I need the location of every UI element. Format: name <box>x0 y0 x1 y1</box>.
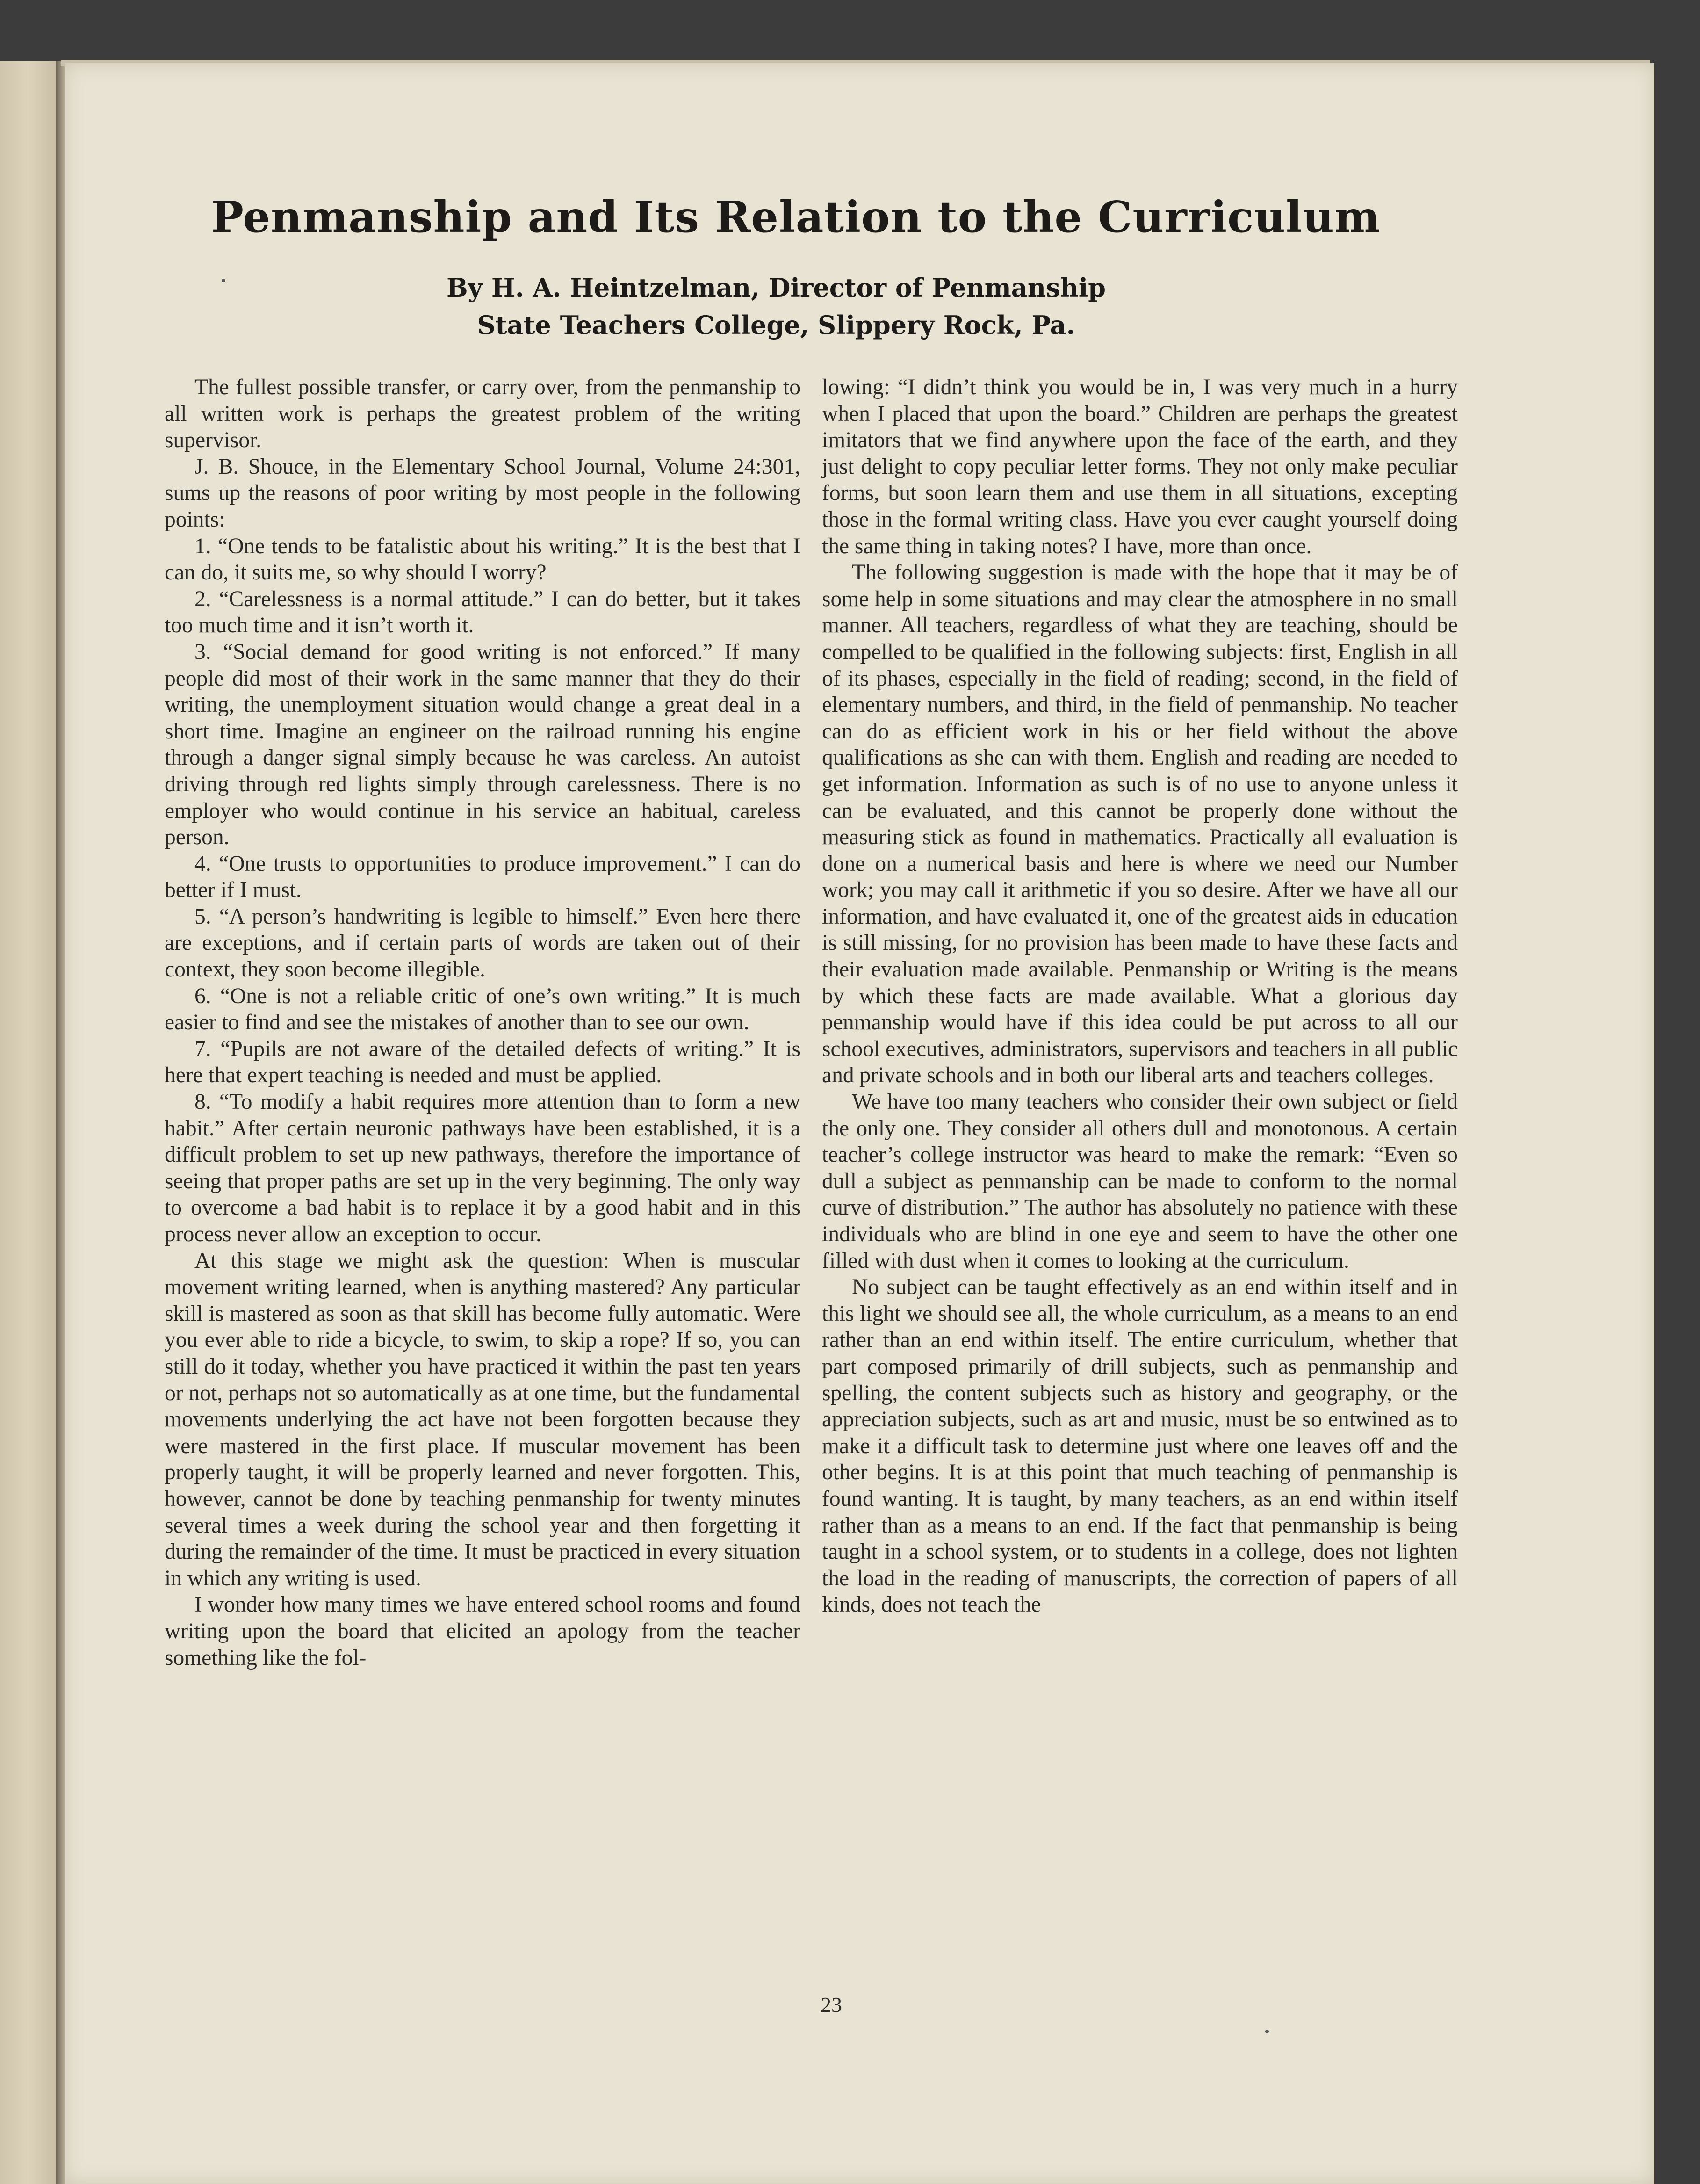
speck-mark <box>1265 2030 1269 2033</box>
paragraph: J. B. Shouce, in the Elementary School Journal, Volume 24:301, sums up the reasons of poor writing by most people in the following points: <box>165 454 800 532</box>
paragraph: The fullest possible transfer, or carry over, from the penmanship to all written work is perhaps the greatest problem of the writing supervisor. <box>165 375 800 453</box>
paragraph: I wonder how many times we have entered school rooms and found writing upon the board that elicited an apology from the teacher something like the fol- <box>165 1592 800 1670</box>
paragraph: 1. “One tends to be fatalistic about his writing.” It is the best that I can do, it suits me, so why should I worry? <box>165 534 800 585</box>
facing-page-edge <box>0 61 58 2184</box>
left-column <box>165 374 800 1671</box>
right-column <box>822 374 1458 1618</box>
byline-author: By H. A. Heintzelman, Director of Penmanship <box>447 273 1106 303</box>
paragraph: 8. “To modify a habit requires more attention than to form a new habit.” After certain neuronic pathways have been established, it is a difficult problem to set up new pathways, therefore the importance of seeing that proper paths are set up in the very beginning. The only way to overcome a bad habit is to replace it by a good habit and in this process never allow an exception to occur. <box>165 1090 800 1246</box>
paragraph: 4. “One trusts to opportunities to produce improvement.” I can do better if I must. <box>165 851 800 903</box>
paragraph: 6. “One is not a reliable critic of one’s own writing.” It is much easier to find and see the mistakes of another than to see our own. <box>165 984 800 1035</box>
paragraph: 7. “Pupils are not aware of the detailed defects of writing.” It is here that expert teaching is needed and must be applied. <box>165 1036 800 1088</box>
paragraph: 3. “Social demand for good writing is not enforced.” If many people did most of their work in the same manner that they do their writing, the unemployment situation would change a great deal in a short time. Imagine an engineer on the railroad running his engine through a danger signal simply because he was careless. An autoist driving through red lights simply through carelessness. There is no employer who would continue in his service an habitual, careless person. <box>165 639 800 850</box>
paragraph: 5. “A person’s handwriting is legible to himself.” Even here there are exceptions, and if certain parts of words are taken out of their context, they soon become illegible. <box>165 904 800 982</box>
paragraph: No subject can be taught effectively as an end within itself and in this light we should see all, the whole curriculum, as a means to an end rather than an end within itself. The entire curriculum, whether that part composed primarily of drill subjects, such as penmanship and spelling, the content subjects such as history and geography, or the appreciation subjects, such as art and music, must be so entwined as to make it a difficult task to determine just where one leaves off and the other begins. It is at this point that much teaching of penmanship is found wanting. It is taught, by many teachers, as an end within itself rather than as a means to an end. If the fact that penmanship is being taught in a school system, or to students in a college, does not lighten the load in the reading of manuscripts, the correction of papers of all kinds, does not teach the <box>822 1275 1458 1617</box>
page-number: 23 <box>821 1993 842 2017</box>
byline-institution: State Teachers College, Slippery Rock, Pa. <box>477 310 1075 340</box>
paragraph-continued: lowing: “I didn’t think you would be in, I was very much in a hurry when I placed that upon the board.” Children are perhaps the greatest imitators that we find anywhere upon the face of the earth, and they just delight to copy peculiar letter forms. They not only make peculiar forms, but soon learn them and use them in all situations, excepting those in the formal writing class. Have you ever caught yourself doing the same thing in taking notes? I have, more than once. <box>822 375 1458 558</box>
paragraph: The following suggestion is made with the hope that it may be of some help in some situations and may clear the atmosphere in no small manner. All teachers, regardless of what they are teaching, should be compelled to be qualified in the following subjects: first, English in all of its phases, especially in the field of reading; second, in the field of elementary numbers, and third, in the field of penmanship. No teacher can do as efficient work in his or her field without the above qualifications as she can with them. English and reading are needed to get information. Information as such is of no use to anyone unless it can be evaluated, and this cannot be properly done without the measuring stick as found in mathematics. Practically all evaluation is done on a numerical basis and here is where we need our Number work; you may call it arithmetic if you so desire. After we have all our information, and have evaluated it, one of the greatest aids in education is still missing, for no provision has been made to have these facts and their evaluation made available. Penmanship or Writing is the means by which these facts are made available. What a glorious day penmanship would have if this idea could be put across to all our school executives, administrators, supervisors and teachers in all public and private schools and in both our liberal arts and teachers colleges. <box>822 560 1458 1088</box>
paragraph: We have too many teachers who consider their own subject or field the only one. They consider all others dull and monotonous. A certain teacher’s college instructor was heard to make the remark: “Even so dull a subject as penmanship can be made to conform to the normal curve of distribution.” The author has absolutely no patience with these individuals who are blind in one eye and seem to have the other one filled with dust when it comes to looking at the curriculum. <box>822 1090 1458 1273</box>
article-byline <box>215 269 1337 344</box>
paragraph: At this stage we might ask the question: When is muscular movement writing learned, when is anything mastered? Any particular skill is mastered as soon as that skill has become fully automatic. Were you ever able to ride a bicycle, to swim, to skip a rope? If so, you can still do it today, whether you have practiced it within the past ten years or not, perhaps not so automatically as at one time, but the fundamental movements underlying the act have not been forgotten because they were mastered in the first place. If muscular movement has been properly taught, it will be properly learned and never forgotten. This, however, cannot be done by teaching penmanship for twenty minutes several times a week during the school year and then forgetting it during the remainder of the time. It must be practiced in every situation in which any writing is used. <box>165 1248 800 1591</box>
paragraph: 2. “Carelessness is a normal attitude.” I can do better, but it takes too much time and it isn’t worth it. <box>165 586 800 638</box>
book-gutter <box>56 61 65 2184</box>
article-title: Penmanship and Its Relation to the Curriculum <box>211 192 1381 242</box>
speck-mark <box>222 279 225 282</box>
